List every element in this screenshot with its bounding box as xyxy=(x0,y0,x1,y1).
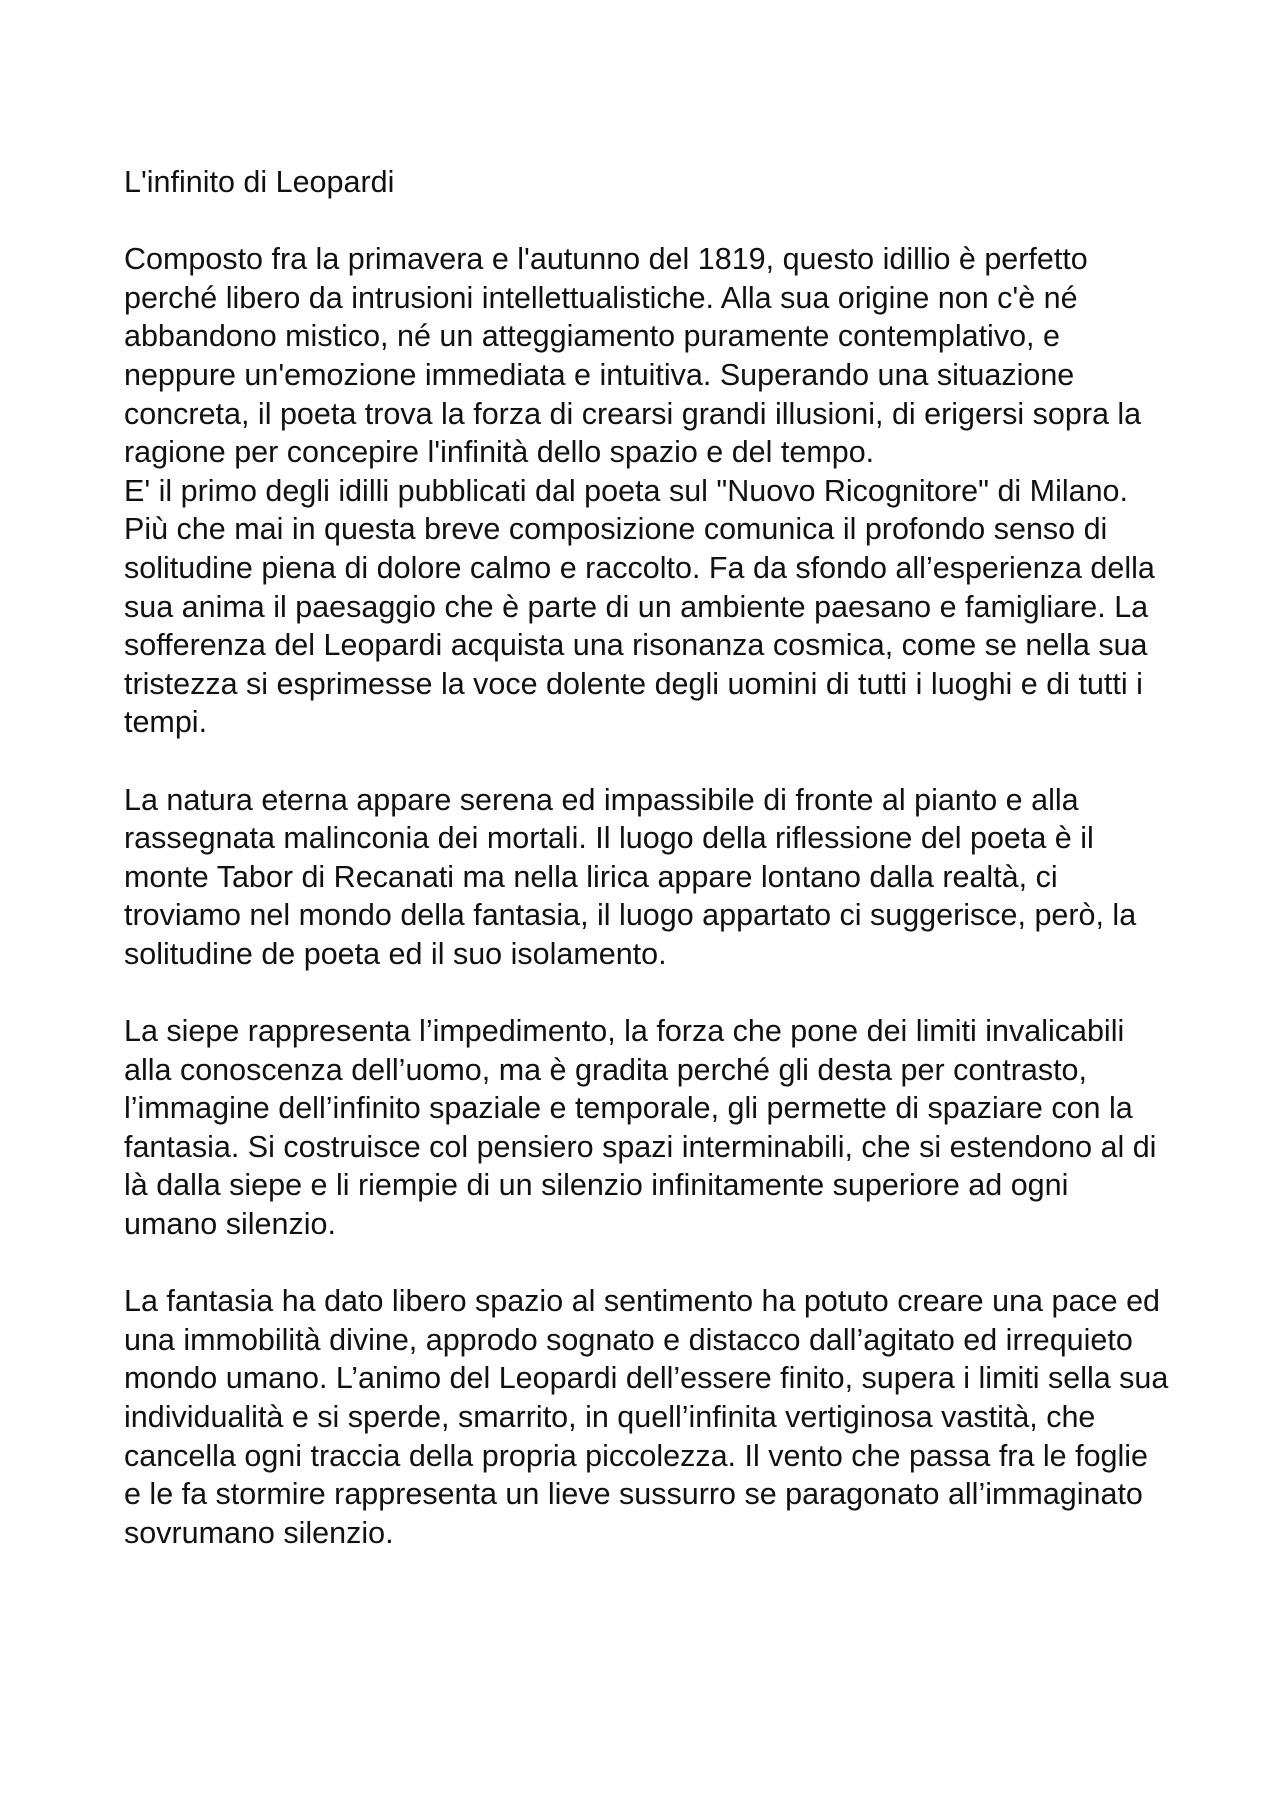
paragraph-hedge: La siepe rappresenta l’impedimento, la forza che pone dei limiti invalicabili alla conoscenza dell’uomo, ma è gradita perché gli desta per contrasto, l’immagine dell’infinito spaziale e temporale, gli permette di spaziare con la fantasia. Si costruisce col pensiero spazi interminabili, che si estendono al di là dalla siepe e li riempie di un silenzio infinitamente superiore ad ogni umano silenzio. xyxy=(124,1014,1157,1242)
document-page xyxy=(124,163,1169,1552)
paragraph-first-idyll: E' il primo degli idilli pubblicati dal poeta sul "Nuovo Ricognitore" di Milano. Più che mai in questa breve composizione comunica il profondo senso di solitudine piena di dolore calmo e raccolto. Fa da sfondo all’esperienza della sua anima il paesaggio che è parte di un ambiente paesano e famigliare. La sofferenza del Leopardi acquista una risonanza cosmica, come se nella sua tristezza si esprimesse la voce dolente degli uomini di tutti i luoghi e di tutti i tempi. xyxy=(124,473,1155,740)
document-title: L'infinito di Leopardi xyxy=(124,165,395,199)
paragraph-composition-date: Composto fra la primavera e l'autunno del 1819, questo idillio è perfetto perché libero da intrusioni intellettualistiche. Alla sua origine non c'è né abbandono mistico, né un atteggiamento puramente contemplativo, e neppure un'emozione immediata e intuitiva. Superando una situazione concreta, il poeta trova la forza di crearsi grandi illusioni, di erigersi sopra la ragione per concepire l'infinità dello spazio e del tempo. xyxy=(124,242,1142,470)
paragraph-eternal-nature: La natura eterna appare serena ed impassibile di fronte al pianto e alla rassegnata malinconia dei mortali. Il luogo della riflessione del poeta è il monte Tabor di Recanati ma nella lirica appare lontano dalla realtà, ci troviamo nel mondo della fantasia, il luogo appartato ci suggerisce, però, la solitudine de poeta ed il suo isolamento. xyxy=(124,782,1137,971)
paragraph-fantasy: La fantasia ha dato libero spazio al sentimento ha potuto creare una pace ed una immobilità divine, approdo sognato e distacco dall’agitato ed irrequieto mondo umano. L’animo del Leopardi dell’essere finito, supera i limiti sella sua individualità e si sperde, smarrito, in quell’infinita vertiginosa vastità, che cancella ogni traccia della propria piccolezza. Il vento che passa fra le foglie e le fa stormire rappresenta un lieve sussurro se paragonato all’immaginato sovrumano silenzio. xyxy=(124,1284,1169,1550)
